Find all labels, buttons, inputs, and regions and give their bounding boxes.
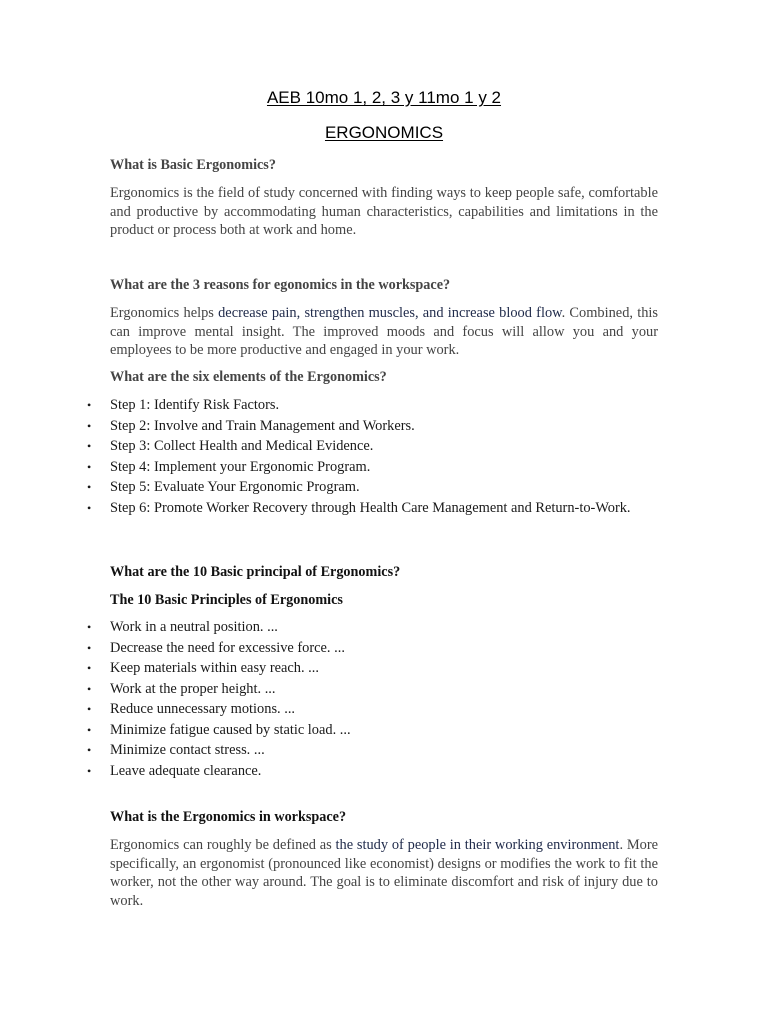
bullet-icon: •: [87, 459, 92, 474]
bullet-icon: •: [87, 640, 92, 655]
list-item: • Work at the proper height. ...: [87, 680, 276, 697]
section-heading-basic-ergonomics: What is Basic Ergonomics?: [110, 157, 276, 173]
list-item: • Leave adequate clearance.: [87, 762, 262, 779]
list-item: • Step 4: Implement your Ergonomic Program.: [87, 458, 371, 475]
basic-principles-list: [86, 618, 658, 782]
bullet-icon: •: [87, 681, 92, 696]
section-body-three-reasons: [110, 304, 658, 360]
bullet-icon: •: [87, 702, 92, 716]
list-item: • Step 1: Identify Risk Factors.: [87, 397, 280, 413]
list-item: • Reduce unnecessary motions. ...: [87, 701, 296, 717]
list-item: • Step 2: Involve and Train Management and Workers.: [87, 417, 415, 434]
bullet-icon: •: [87, 418, 92, 433]
list-item: • Decrease the need for excessive force. ...: [87, 639, 345, 656]
bullet-icon: •: [87, 480, 92, 494]
bullet-icon: •: [87, 439, 92, 453]
bullet-icon: •: [87, 620, 92, 634]
list-item: • Minimize contact stress. ...: [87, 742, 265, 758]
body-text-end: . More specifically, an ergonomist (pronounced like economist) designs or modifies the work to fit the worker, not the other way around. The goal is to eliminate discomfort and risk of injury due to work.: [110, 837, 658, 909]
document-header: AEB 10mo 1, 2, 3 y 11mo 1 y 2: [266, 88, 502, 107]
list-item: • Step 3: Collect Health and Medical Evidence.: [87, 438, 374, 454]
bullet-icon: •: [87, 398, 92, 412]
list-item: • Keep materials within easy reach. ...: [87, 660, 319, 676]
bullet-icon: •: [87, 722, 92, 737]
section-body-basic-ergonomics: Ergonomics is the field of study concerned with finding ways to keep people safe, comfortable and productive by accommodating human characteristics, capabilities and limitations in the product or process both at work and home.: [110, 185, 658, 238]
list-item: • Step 5: Evaluate Your Ergonomic Program.: [87, 479, 360, 495]
body-text-start: Ergonomics helps: [110, 305, 219, 321]
list-item: • Minimize fatigue caused by static load. ...: [87, 721, 351, 738]
bullet-icon: •: [87, 743, 92, 757]
section-subheading-basic-principles: The 10 Basic Principles of Ergonomics: [110, 592, 343, 608]
body-text-end: . Combined, this can improve mental insight. The improved moods and focus will allow you and your employees to be more productive and engaged in your work.: [110, 305, 658, 358]
document-title: ERGONOMICS: [324, 123, 444, 142]
section-heading-six-elements: What are the six elements of the Ergonomics?: [110, 369, 387, 385]
section-body-ergonomics-workspace: [110, 836, 658, 910]
bullet-icon: •: [87, 763, 92, 778]
section-heading-ergonomics-workspace: What is the Ergonomics in workspace?: [110, 809, 347, 825]
six-elements-list: [86, 396, 658, 519]
list-item: • Work in a neutral position. ...: [87, 619, 278, 635]
section-heading-three-reasons: What are the 3 reasons for egonomics in the workspace?: [110, 277, 451, 293]
body-text-start: Ergonomics can roughly be defined as: [110, 837, 336, 853]
body-text-highlight: decrease pain, strengthen muscles, and increase blood flow: [218, 305, 562, 321]
list-item: • Step 6: Promote Worker Recovery through Health Care Management and Return-to-Work.: [87, 499, 631, 516]
bullet-icon: •: [87, 500, 92, 515]
body-text-highlight: the study of people in their working environment: [335, 837, 620, 853]
section-heading-basic-principal: What are the 10 Basic principal of Ergonomics?: [110, 564, 401, 580]
bullet-icon: •: [87, 661, 92, 675]
